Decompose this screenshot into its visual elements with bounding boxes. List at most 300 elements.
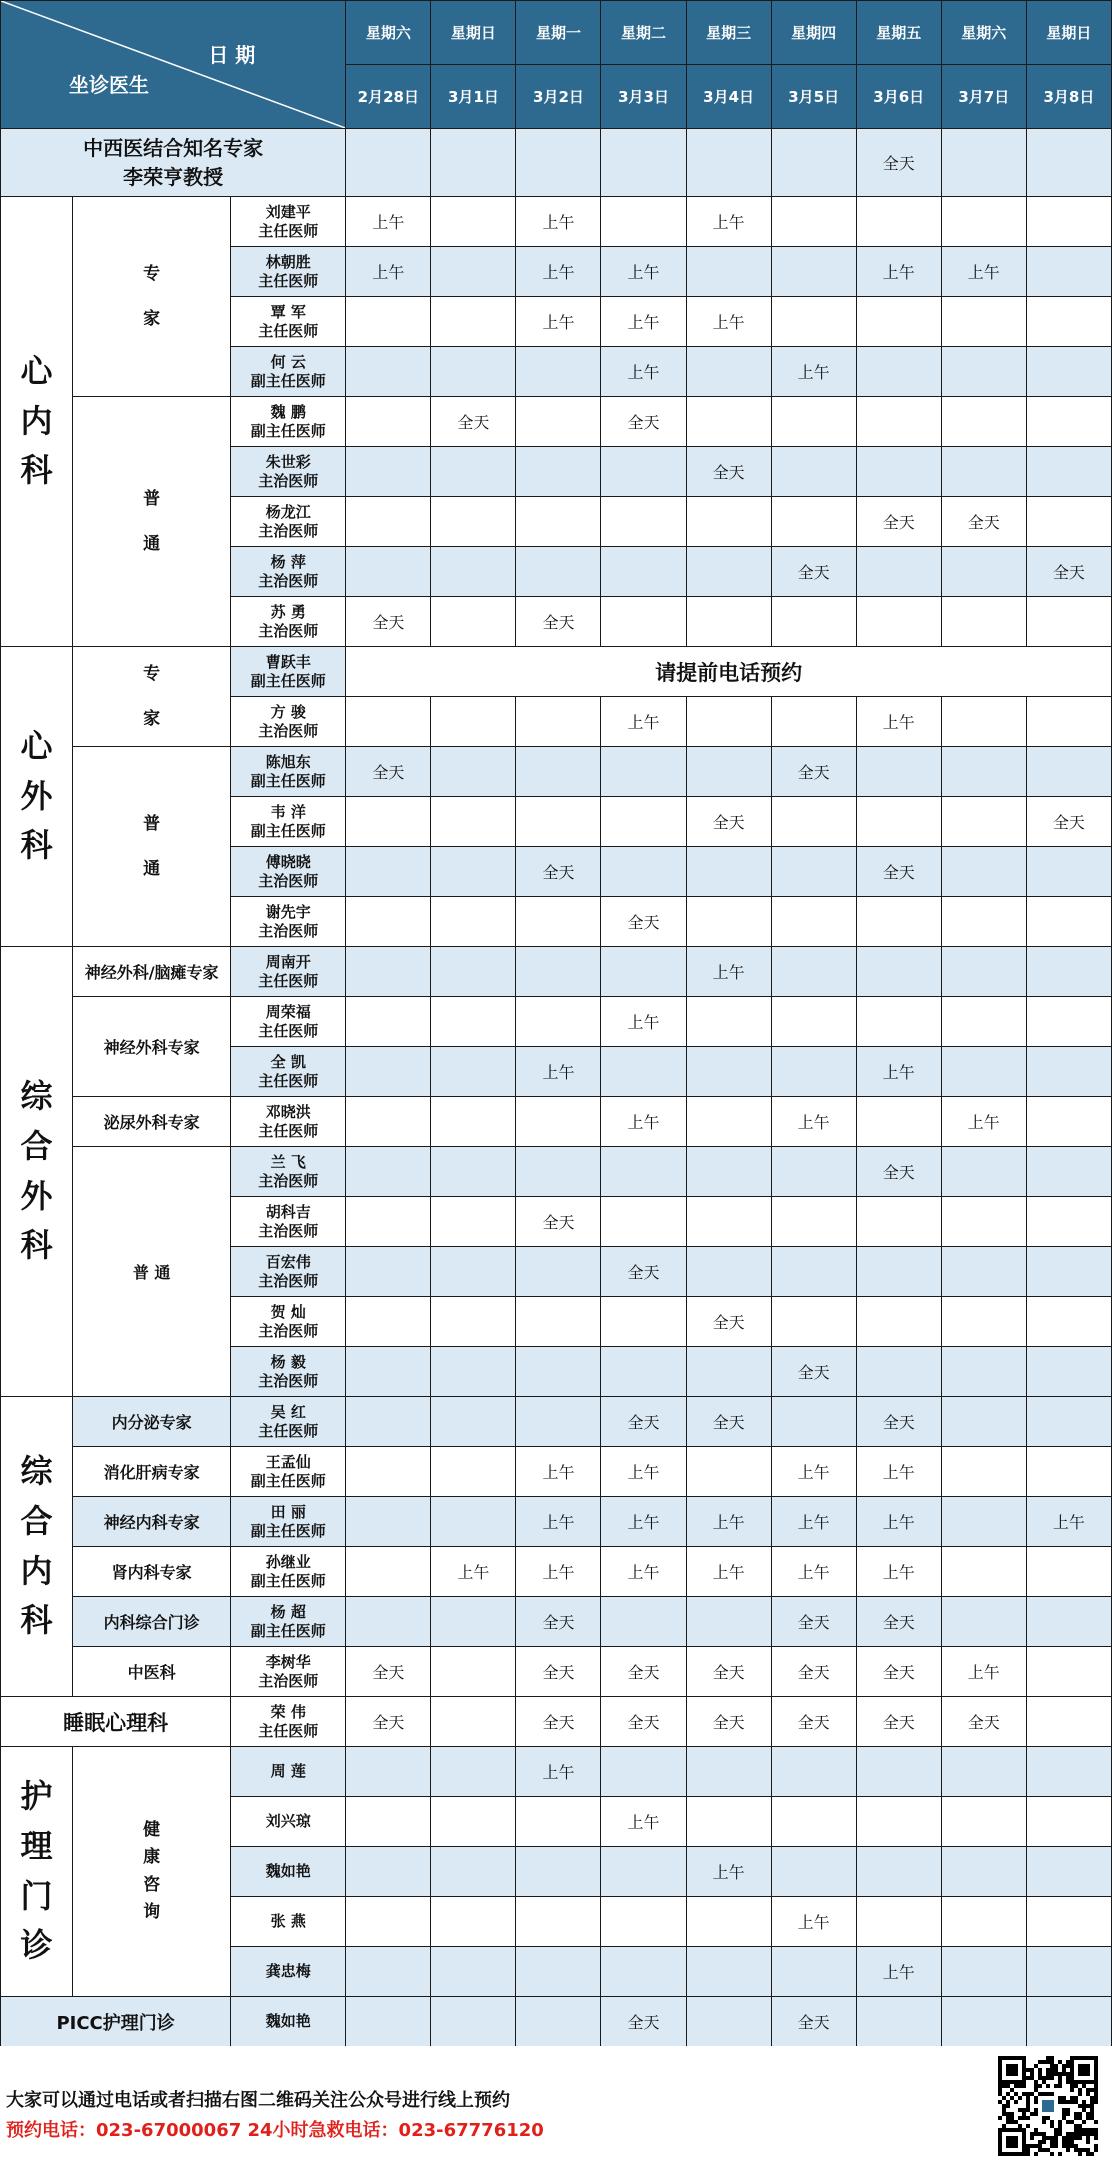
date-label: 日 期 [208, 43, 256, 67]
group-expert-char: 家 [143, 308, 161, 329]
nurse-name: 刘兴琼 [231, 1797, 346, 1847]
schedule-cell: 全天 [346, 597, 431, 647]
schedule-cell [686, 1597, 771, 1647]
schedule-cell [686, 1147, 771, 1197]
schedule-cell [431, 1597, 516, 1647]
schedule-cell [431, 1747, 516, 1797]
group-health-consult-char: 康 [143, 1847, 161, 1868]
schedule-cell: 上午 [601, 247, 686, 297]
schedule-cell [941, 897, 1026, 947]
group-expert-char: 专 [143, 664, 161, 685]
group-general-char: 通 [143, 533, 161, 554]
schedule-cell [856, 397, 941, 447]
doctor-name: 陈旭东 [265, 752, 311, 771]
footer [0, 2046, 1112, 2163]
schedule-cell [431, 797, 516, 847]
schedule-cell [686, 1447, 771, 1497]
schedule-cell: 全天 [856, 1397, 941, 1447]
table-row [1, 947, 1112, 997]
table-row [1, 1397, 1112, 1447]
date-header: 3月4日 [686, 65, 771, 129]
dept-general-surgery-char: 科 [20, 1226, 53, 1265]
schedule-cell [431, 1797, 516, 1847]
doctor-title: 主治医师 [258, 621, 319, 640]
doctor-title: 主治医师 [258, 721, 319, 740]
doctor-title: 副主任医师 [250, 1621, 326, 1640]
group-health-consult-char: 询 [143, 1901, 161, 1922]
schedule-cell [516, 897, 601, 947]
schedule-cell [941, 697, 1026, 747]
doctor-name: 林朝胜 [265, 252, 311, 271]
schedule-cell: 全天 [601, 1647, 686, 1697]
schedule-cell [1026, 129, 1111, 197]
doctor-cell [231, 247, 346, 297]
doctor-name: 百宏伟 [265, 1252, 311, 1271]
schedule-cell: 全天 [856, 497, 941, 547]
schedule-cell [346, 947, 431, 997]
schedule-cell: 上午 [601, 1097, 686, 1147]
doctor-cell [231, 1197, 346, 1247]
nurse-name: 张 燕 [231, 1897, 346, 1947]
group-label: 普 通 [73, 1147, 231, 1397]
schedule-cell [856, 1797, 941, 1847]
schedule-cell [856, 347, 941, 397]
dept-internal-medicine-char: 科 [20, 1601, 53, 1640]
doctor-name: 全 凯 [270, 1052, 306, 1071]
dept-nursing-char: 诊 [20, 1926, 53, 1965]
schedule-cell [1026, 297, 1111, 347]
doctor-title: 副主任医师 [250, 1471, 326, 1490]
dept-nursing-char: 门 [20, 1876, 53, 1915]
schedule-cell [941, 297, 1026, 347]
schedule-cell [431, 1447, 516, 1497]
doctor-title: 主治医师 [258, 921, 319, 940]
schedule-cell [431, 347, 516, 397]
schedule-cell [856, 1297, 941, 1347]
group-label: 神经外科专家 [73, 997, 231, 1097]
table-row [1, 1497, 1112, 1547]
schedule-cell [1026, 347, 1111, 397]
schedule-cell: 全天 [856, 1647, 941, 1697]
table-row [1, 1697, 1112, 1747]
schedule-cell: 全天 [1026, 547, 1111, 597]
schedule-cell [516, 747, 601, 797]
doctor-cell [231, 1647, 346, 1697]
schedule-cell: 上午 [516, 297, 601, 347]
schedule-cell: 全天 [516, 1597, 601, 1647]
doctor-cell [231, 947, 346, 997]
schedule-cell [516, 347, 601, 397]
doctor-cell [231, 847, 346, 897]
schedule-cell [771, 1147, 856, 1197]
table-row [1, 747, 1112, 797]
table-row [1, 1147, 1112, 1197]
schedule-cell: 上午 [686, 297, 771, 347]
schedule-cell [346, 129, 431, 197]
doctor-title: 主治医师 [258, 571, 319, 590]
dept-picc: PICC护理门诊 [1, 1997, 231, 2047]
schedule-cell [431, 1497, 516, 1547]
group-label: 中医科 [73, 1647, 231, 1697]
schedule-cell [941, 747, 1026, 797]
schedule-cell [431, 547, 516, 597]
schedule-cell [1026, 1297, 1111, 1347]
doctor-label: 坐诊医生 [69, 73, 149, 97]
dept-nursing [1, 1747, 73, 1997]
schedule-cell [516, 1797, 601, 1847]
schedule-cell: 上午 [601, 1497, 686, 1547]
dept-cardiac-surgery-char: 外 [20, 776, 53, 815]
weekday-header: 星期一 [516, 1, 601, 65]
schedule-cell [856, 1197, 941, 1247]
doctor-cell [231, 1497, 346, 1547]
schedule-cell: 全天 [771, 1347, 856, 1397]
doctor-name: 杨 毅 [270, 1352, 306, 1371]
doctor-name: 刘建平 [265, 202, 311, 221]
schedule-cell [1026, 1397, 1111, 1447]
schedule-cell [516, 1397, 601, 1447]
schedule-cell [516, 997, 601, 1047]
group-label: 内科综合门诊 [73, 1597, 231, 1647]
schedule-cell: 全天 [771, 1997, 856, 2047]
date-header: 3月8日 [1026, 65, 1111, 129]
schedule-cell [346, 1497, 431, 1547]
weekday-header: 星期六 [346, 1, 431, 65]
group-general [73, 397, 231, 647]
schedule-cell [941, 797, 1026, 847]
dept-nursing-char: 理 [20, 1826, 53, 1865]
qr-code-icon[interactable] [998, 2056, 1098, 2156]
schedule-cell [856, 947, 941, 997]
doctor-title: 副主任医师 [250, 371, 326, 390]
schedule-cell [346, 1347, 431, 1397]
schedule-cell [346, 1547, 431, 1597]
schedule-cell: 上午 [1026, 1497, 1111, 1547]
doctor-cell [231, 1697, 346, 1747]
schedule-cell [346, 1247, 431, 1297]
date-header: 3月6日 [856, 65, 941, 129]
schedule-cell: 全天 [686, 1397, 771, 1447]
schedule-cell: 上午 [516, 247, 601, 297]
schedule-cell [431, 447, 516, 497]
schedule-cell [856, 597, 941, 647]
group-expert-char: 家 [143, 708, 161, 729]
group-general-char: 通 [143, 858, 161, 879]
schedule-cell [601, 197, 686, 247]
doctor-name: 周南开 [265, 952, 311, 971]
group-label: 神经内科专家 [73, 1497, 231, 1547]
schedule-cell [941, 1297, 1026, 1347]
schedule-cell: 上午 [856, 1947, 941, 1997]
schedule-cell [941, 1397, 1026, 1447]
schedule-cell [686, 547, 771, 597]
schedule-cell: 全天 [856, 1147, 941, 1197]
schedule-cell [686, 1797, 771, 1847]
dept-cardiac-surgery-char: 科 [20, 826, 53, 865]
schedule-cell [1026, 847, 1111, 897]
doctor-title: 主治医师 [258, 1321, 319, 1340]
header-corner [1, 1, 346, 129]
doctor-title: 副主任医师 [250, 421, 326, 440]
schedule-cell: 全天 [601, 397, 686, 447]
schedule-cell: 上午 [516, 1747, 601, 1797]
schedule-cell [941, 1047, 1026, 1097]
schedule-cell: 全天 [516, 1697, 601, 1747]
schedule-cell: 全天 [601, 1697, 686, 1747]
schedule-cell: 上午 [601, 1797, 686, 1847]
schedule-cell [601, 1747, 686, 1797]
schedule-cell [941, 1197, 1026, 1247]
schedule-cell [516, 947, 601, 997]
schedule-cell [1026, 747, 1111, 797]
schedule-cell [1026, 1597, 1111, 1647]
doctor-cell [231, 547, 346, 597]
schedule-cell [941, 197, 1026, 247]
doctor-name: 苏 勇 [270, 602, 306, 621]
schedule-cell: 全天 [516, 847, 601, 897]
schedule-cell [771, 297, 856, 347]
schedule-cell [1026, 1947, 1111, 1997]
schedule-cell [771, 947, 856, 997]
schedule-cell [771, 1197, 856, 1247]
dept-internal-medicine-char: 合 [20, 1501, 53, 1540]
schedule-cell [1026, 1197, 1111, 1247]
schedule-cell [516, 129, 601, 197]
schedule-cell: 全天 [686, 1697, 771, 1747]
schedule-cell [431, 1397, 516, 1447]
schedule-cell: 全天 [856, 1697, 941, 1747]
table-row [1, 997, 1112, 1047]
schedule-cell [941, 1447, 1026, 1497]
group-expert [73, 197, 231, 397]
doctor-name: 魏 鹏 [270, 402, 306, 421]
doctor-title: 主任医师 [258, 971, 319, 990]
schedule-cell [431, 597, 516, 647]
schedule-cell [1026, 1447, 1111, 1497]
schedule-cell [601, 547, 686, 597]
schedule-cell [601, 797, 686, 847]
doctor-cell [231, 647, 346, 697]
weekday-header: 星期日 [431, 1, 516, 65]
doctor-cell [231, 1147, 346, 1197]
schedule-cell [686, 897, 771, 947]
schedule-cell [1026, 1847, 1111, 1897]
footer-phone-text: 预约电话：023-67000067 24小时急救电话：023-67776120 [6, 2120, 544, 2141]
schedule-cell [516, 1347, 601, 1397]
doctor-cell [231, 1397, 346, 1447]
table-row [1, 129, 1112, 197]
schedule-cell [941, 397, 1026, 447]
schedule-cell [686, 697, 771, 747]
schedule-cell [686, 747, 771, 797]
schedule-cell [771, 1747, 856, 1797]
doctor-title: 主任医师 [258, 271, 319, 290]
schedule-cell [686, 847, 771, 897]
doctor-name: 吴 红 [270, 1402, 306, 1421]
schedule-cell [516, 697, 601, 747]
doctor-title: 主治医师 [258, 521, 319, 540]
schedule-cell [1026, 397, 1111, 447]
schedule-cell: 上午 [686, 1847, 771, 1897]
schedule-cell [941, 847, 1026, 897]
schedule-cell [1026, 1747, 1111, 1797]
schedule-cell [346, 1147, 431, 1197]
schedule-cell [771, 847, 856, 897]
schedule-cell [346, 1997, 431, 2047]
doctor-name: 方 骏 [270, 702, 306, 721]
schedule-cell [346, 297, 431, 347]
doctor-cell [231, 347, 346, 397]
doctor-name: 田 丽 [270, 1502, 306, 1521]
schedule-cell [941, 997, 1026, 1047]
doctor-name: 王孟仙 [265, 1452, 311, 1471]
schedule-cell [686, 129, 771, 197]
dept-internal-medicine-char: 综 [20, 1452, 53, 1491]
schedule-cell [346, 1197, 431, 1247]
schedule-cell [346, 447, 431, 497]
schedule-cell [601, 1947, 686, 1997]
doctor-name: 孙继业 [265, 1552, 311, 1571]
schedule-cell [771, 1297, 856, 1347]
schedule-cell [601, 497, 686, 547]
schedule-cell [346, 697, 431, 747]
schedule-cell [601, 1897, 686, 1947]
schedule-cell [686, 1947, 771, 1997]
doctor-cell [231, 397, 346, 447]
schedule-cell [856, 1747, 941, 1797]
schedule-cell [601, 597, 686, 647]
doctor-title: 主治医师 [258, 1371, 319, 1390]
appointment-notice: 请提前电话预约 [346, 647, 1112, 697]
schedule-cell [941, 1847, 1026, 1897]
schedule-cell [771, 197, 856, 247]
schedule-cell: 上午 [601, 1547, 686, 1597]
schedule-cell [431, 497, 516, 547]
schedule-cell: 上午 [686, 1497, 771, 1547]
nurse-name: 龚忠梅 [231, 1947, 346, 1997]
table-row [1, 397, 1112, 447]
schedule-cell [1026, 1247, 1111, 1297]
dept-general-surgery [1, 947, 73, 1397]
schedule-cell [771, 1797, 856, 1847]
schedule-cell [941, 129, 1026, 197]
schedule-cell: 全天 [686, 447, 771, 497]
schedule-cell [346, 1747, 431, 1797]
schedule-cell [856, 1097, 941, 1147]
schedule-cell: 全天 [771, 547, 856, 597]
schedule-cell [1026, 197, 1111, 247]
nurse-name: 魏如艳 [231, 1847, 346, 1897]
schedule-cell [346, 1397, 431, 1447]
schedule-cell [856, 997, 941, 1047]
doctor-name: 邓晓洪 [265, 1102, 311, 1121]
doctor-name: 杨龙江 [265, 502, 311, 521]
schedule-cell [516, 1147, 601, 1197]
doctor-title: 主任医师 [258, 1021, 319, 1040]
schedule-cell [346, 1297, 431, 1347]
schedule-cell [771, 697, 856, 747]
date-header: 3月1日 [431, 65, 516, 129]
schedule-cell [431, 297, 516, 347]
schedule-cell [601, 1297, 686, 1347]
diagonal-line-icon [1, 1, 345, 128]
schedule-cell [771, 129, 856, 197]
weekday-header: 星期六 [941, 1, 1026, 65]
group-label: 内分泌专家 [73, 1397, 231, 1447]
schedule-cell [1026, 1347, 1111, 1397]
schedule-cell: 上午 [516, 197, 601, 247]
schedule-cell: 上午 [686, 947, 771, 997]
doctor-name: 谢先宇 [265, 902, 311, 921]
dept-cardiology-char: 内 [20, 401, 53, 440]
schedule-cell [1026, 947, 1111, 997]
schedule-cell [941, 1747, 1026, 1797]
schedule-cell [856, 897, 941, 947]
doctor-name: 韦 洋 [270, 802, 306, 821]
group-health-consult-char: 咨 [143, 1874, 161, 1895]
schedule-cell: 全天 [856, 129, 941, 197]
doctor-name: 覃 军 [270, 302, 306, 321]
schedule-cell [1026, 1997, 1111, 2047]
doctor-name: 杨 萍 [270, 552, 306, 571]
doctor-name: 杨 超 [270, 1602, 306, 1621]
schedule-cell: 上午 [856, 1497, 941, 1547]
schedule-cell: 全天 [941, 1697, 1026, 1747]
dept-sleep-psych: 睡眠心理科 [1, 1697, 231, 1747]
schedule-cell [516, 1997, 601, 2047]
doctor-name: 胡科吉 [265, 1202, 311, 1221]
group-general [73, 747, 231, 947]
group-expert-char: 专 [143, 264, 161, 285]
schedule-cell [941, 447, 1026, 497]
weekday-header: 星期三 [686, 1, 771, 65]
schedule-cell [516, 447, 601, 497]
weekday-header: 星期二 [601, 1, 686, 65]
schedule-cell: 上午 [516, 1047, 601, 1097]
schedule-cell [1026, 247, 1111, 297]
schedule-cell [516, 1897, 601, 1947]
schedule-cell [431, 1647, 516, 1697]
schedule-cell: 全天 [771, 747, 856, 797]
schedule-cell [346, 1897, 431, 1947]
schedule-cell [686, 1747, 771, 1797]
schedule-cell: 上午 [601, 347, 686, 397]
schedule-cell: 全天 [601, 1997, 686, 2047]
schedule-cell [941, 1947, 1026, 1997]
schedule-cell [856, 297, 941, 347]
schedule-cell [771, 1947, 856, 1997]
schedule-cell: 上午 [771, 1097, 856, 1147]
header-row-weekdays [1, 1, 1112, 65]
doctor-cell [231, 1097, 346, 1147]
schedule-cell [346, 997, 431, 1047]
schedule-cell: 上午 [516, 1547, 601, 1597]
dept-cardiology-char: 心 [20, 352, 53, 391]
table-row [1, 1747, 1112, 1797]
schedule-cell [941, 547, 1026, 597]
schedule-cell [601, 1197, 686, 1247]
table-row [1, 1647, 1112, 1697]
schedule-cell: 上午 [771, 1547, 856, 1597]
schedule-cell: 上午 [771, 1497, 856, 1547]
schedule-cell: 上午 [346, 247, 431, 297]
schedule-cell [346, 497, 431, 547]
schedule-cell [1026, 997, 1111, 1047]
doctor-cell [231, 747, 346, 797]
schedule-cell [601, 1597, 686, 1647]
table-row [1, 1547, 1112, 1597]
doctor-name: 朱世彩 [265, 452, 311, 471]
